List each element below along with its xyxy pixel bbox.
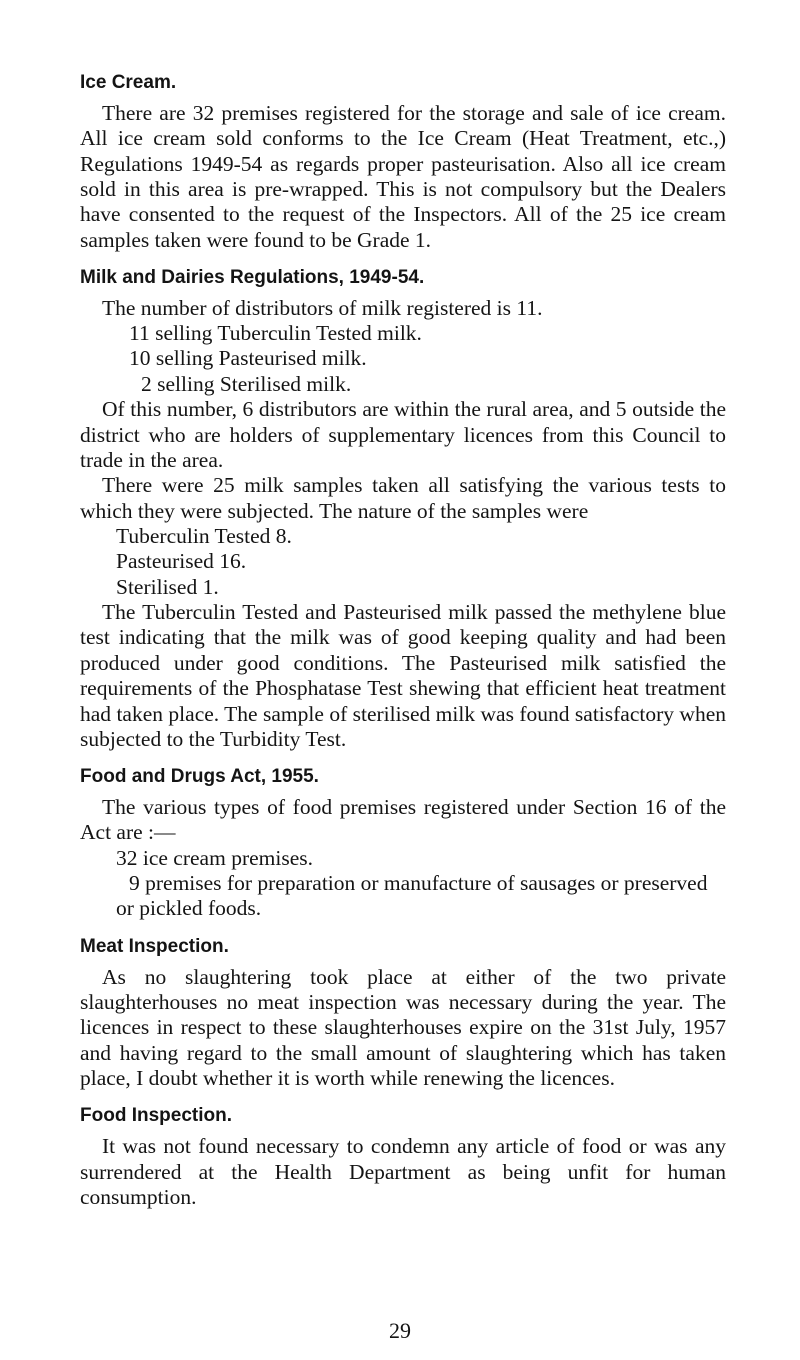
milk-paragraph-4: The Tuberculin Tested and Pasteurised milk passed the methylene blue test indicating that the milk was of good keeping quality and had been produced under good conditions. The Pasteurised milk satisfied the requirements of the Phosphatase Test shewing that efficient heat treatment had taken place. The sample of sterilised milk was found satisfactory when subjected to the Turbidity Test. xyxy=(80,600,726,751)
section-heading-food-drugs: Food and Drugs Act, 1955. xyxy=(80,766,319,788)
meat-inspection-paragraph: As no slaughtering took place at either of the two private slaughterhouses no meat inspection was necessary during the year. The licences in respect to these slaughterhouses expire on the 31st July, 1957 and having regard to the small amount of slaughtering which has taken place, I doubt whether it is worth while renewing the licences. xyxy=(80,964,726,1091)
list-item: 32 ice cream premises. xyxy=(116,845,313,870)
milk-paragraph-3: There were 25 milk samples taken all satisfying the various tests to which they were subjected. The nature of the samples were xyxy=(80,473,726,523)
list-item: 2 selling Sterilised milk. xyxy=(141,371,352,396)
list-item: Pasteurised 16. xyxy=(116,549,247,574)
page-content xyxy=(80,72,726,1210)
milk-paragraph-2: Of this number, 6 distributors are within the rural area, and 5 outside the district who are holders of supplementary licences from this Council to trade in the area. xyxy=(80,397,726,472)
list-item: Sterilised 1. xyxy=(116,574,219,599)
samples-list xyxy=(80,524,726,600)
food-inspection-paragraph: It was not found necessary to condemn any article of food or was any surrendered at the Health Department as being unfit for human consumption. xyxy=(80,1134,726,1209)
food-premises-list xyxy=(80,846,726,922)
section-heading-milk-dairies: Milk and Dairies Regulations, 1949-54. xyxy=(80,266,425,288)
section-heading-ice-cream: Ice Cream. xyxy=(80,72,177,93)
list-item: 10 selling Pasteurised milk. xyxy=(129,346,367,371)
list-item: Tuberculin Tested 8. xyxy=(116,523,292,548)
page-number: 29 xyxy=(389,1318,411,1343)
section-heading-meat-inspection: Meat Inspection. xyxy=(80,935,229,957)
food-drugs-paragraph: The various types of food premises registered under Section 16 of the Act are :— xyxy=(80,795,726,845)
milk-paragraph-1: The number of distributors of milk registered is 11. xyxy=(102,295,543,320)
ice-cream-paragraph: There are 32 premises registered for the storage and sale of ice cream. All ice cream sold conforms to the Ice Cream (Heat Treatment, etc.,) Regulations 1949-54 as regards proper pasteurisation. Also all ice cream sold in this area is pre-wrapped. This is not compulsory but the Dealers have consented to the request of the Inspectors. All of the 25 ice cream samples taken were found to be Grade 1. xyxy=(80,100,726,252)
section-heading-food-inspection: Food Inspection. xyxy=(80,1105,232,1127)
list-item: 11 selling Tuberculin Tested milk. xyxy=(129,321,422,346)
list-item: 9 premises for preparation or manufacture of sausages or preserved or pickled foods. xyxy=(116,871,708,921)
distributors-list xyxy=(80,321,726,397)
